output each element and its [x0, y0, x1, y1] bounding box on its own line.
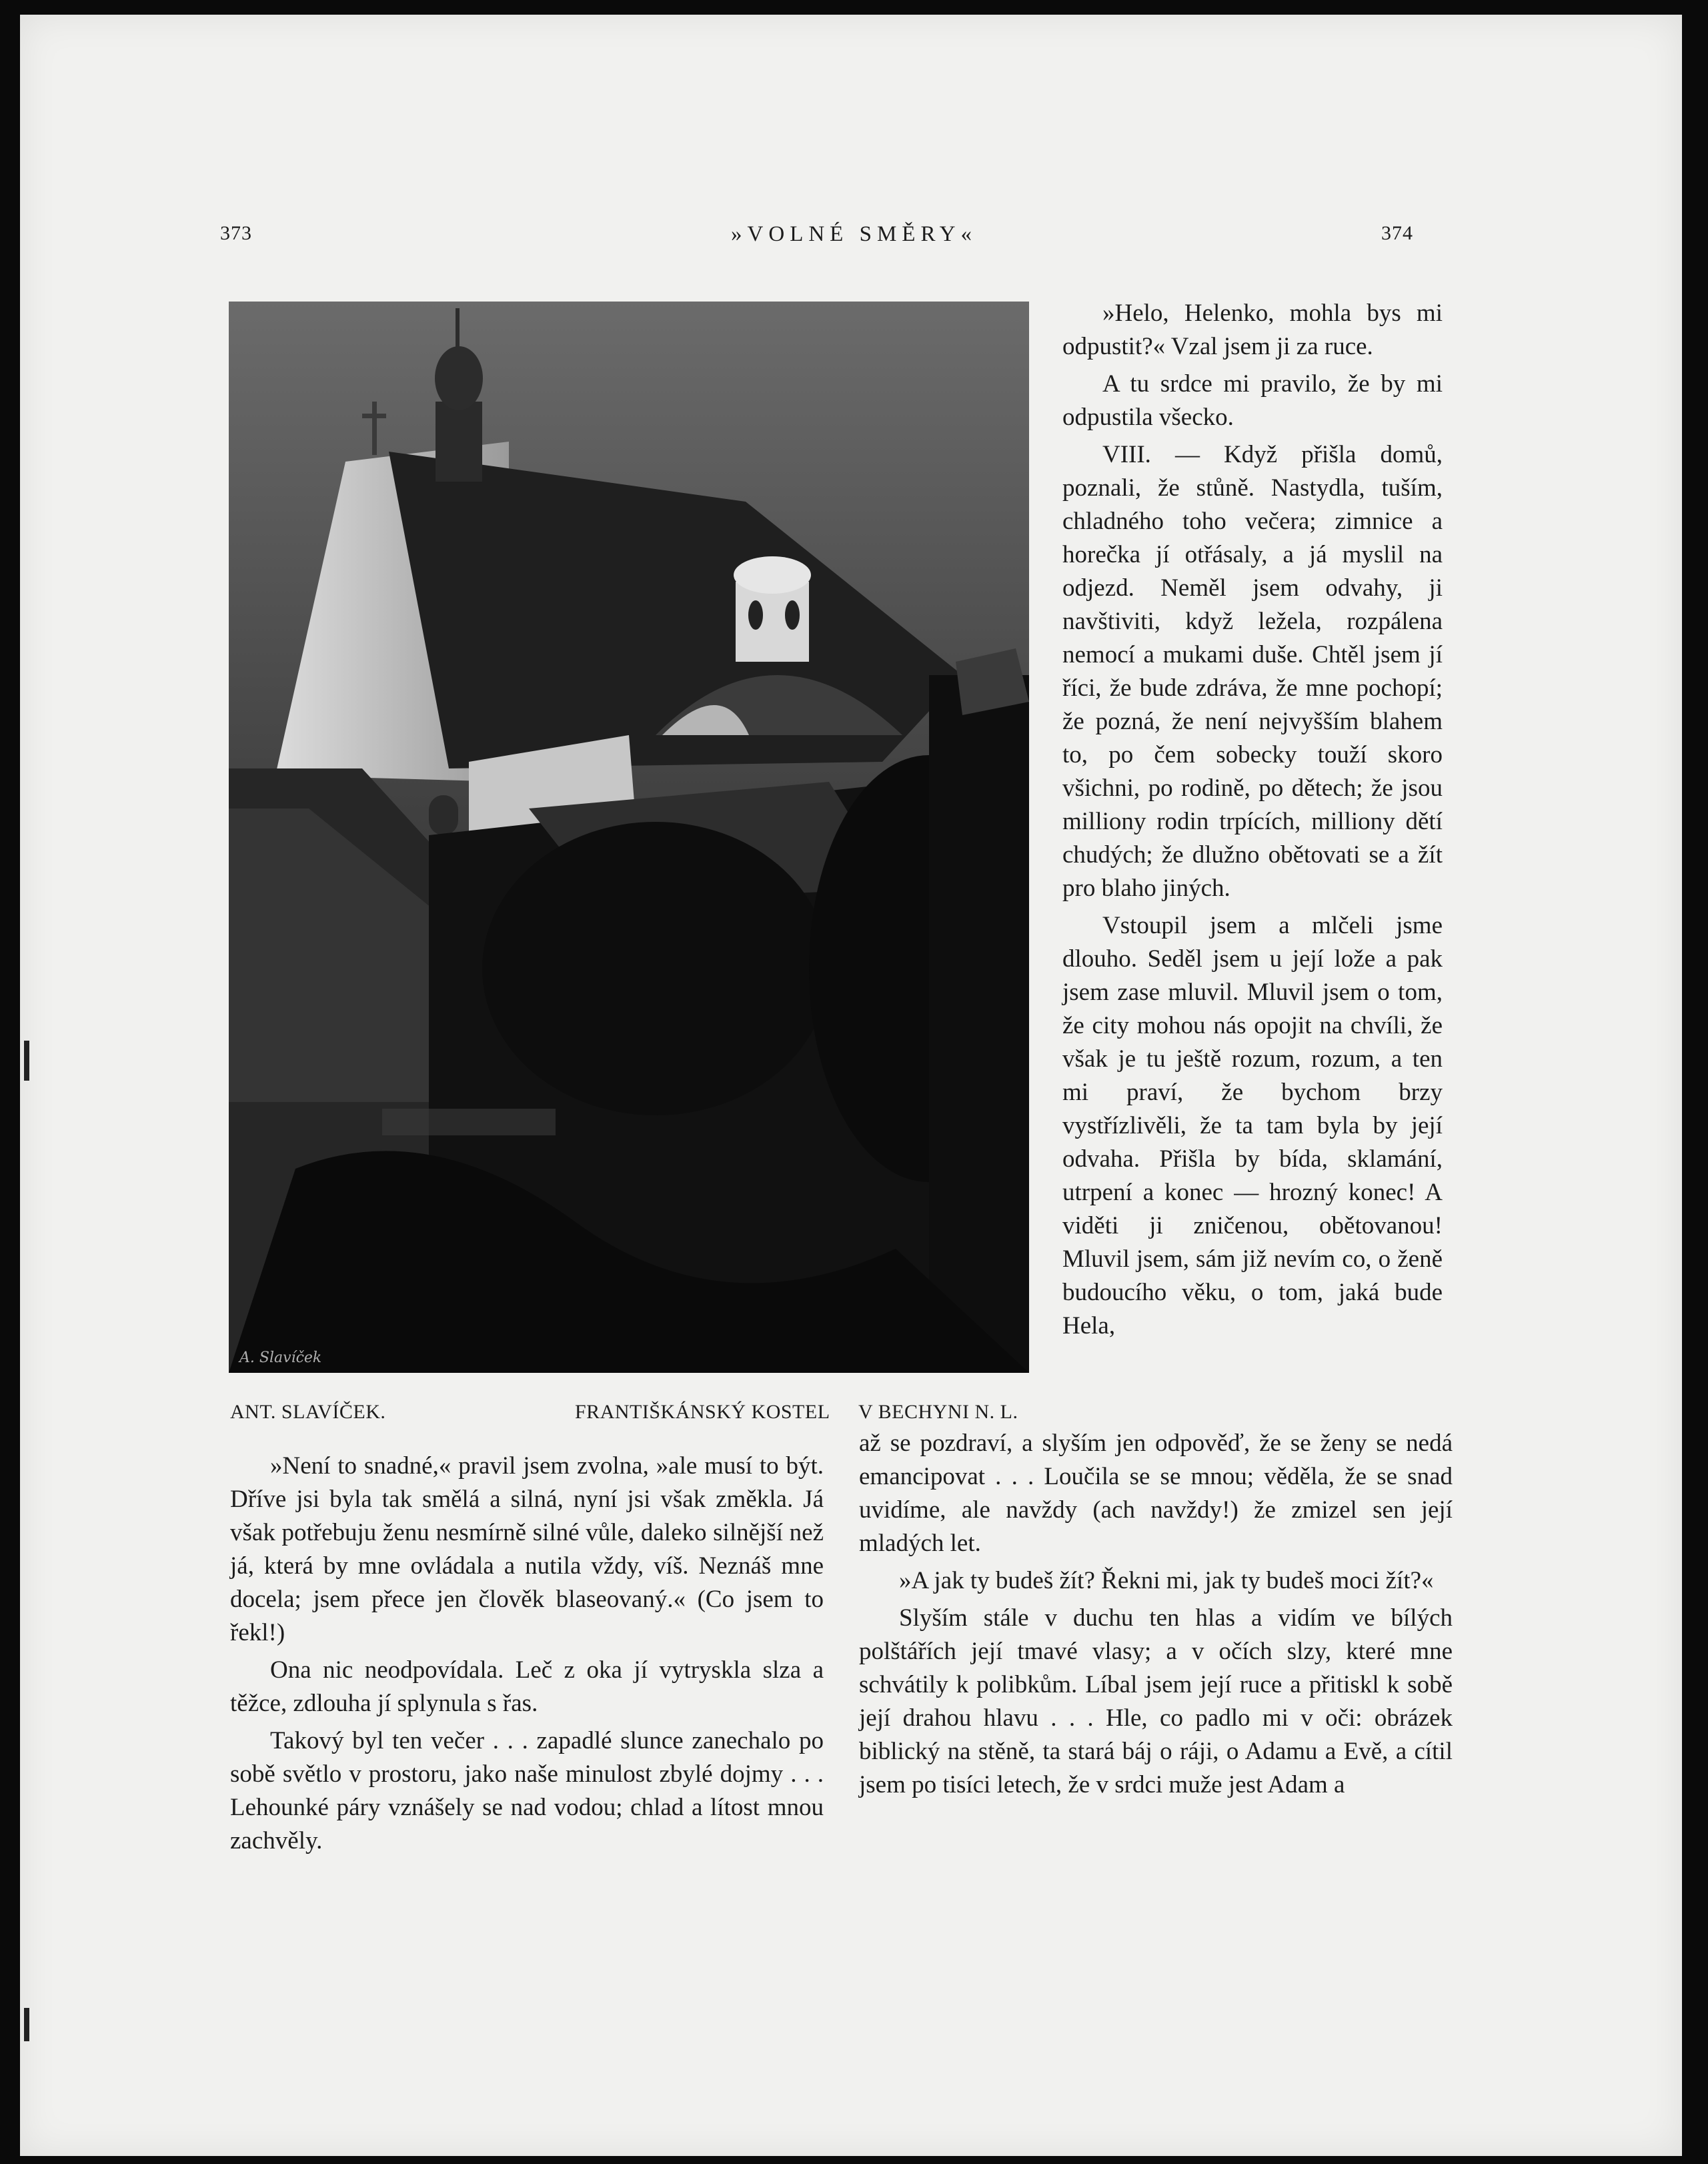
painter-signature: A. Slavíček	[239, 1349, 322, 1366]
text-column-left-bottom	[230, 1450, 824, 1858]
paragraph: Ona nic neodpovídala. Leč z oka jí vytryskla slza a těžce, zdlouha jí splynula s řas.	[230, 1656, 824, 1717]
caption-artist: ANT. SLAVÍČEK.	[230, 1401, 386, 1423]
page-number-left: 373	[220, 222, 252, 244]
painting-church-icon	[229, 302, 1029, 1373]
painting-reproduction	[229, 302, 1029, 1373]
caption-title: FRANTIŠKÁNSKÝ KOSTEL	[575, 1401, 830, 1423]
paragraph: až se pozdraví, a slyším jen odpověď, že se ženy se nedá emancipovat . . . Loučila se se mnou; věděla, že se snad uvidíme, ale navždy (ach navždy!) že zmizel sen její mladých let.	[859, 1430, 1453, 1557]
binding-mark	[24, 2008, 29, 2041]
paragraph: »A jak ty budeš žít? Řekni mi, jak ty budeš moci žít?«	[899, 1567, 1434, 1594]
paragraph: »Není to snadné,« pravil jsem zvolna, »ale musí to být. Dříve jsi byla tak smělá a silná, nyní jsi však změkla. Já však potřebuju ženu nesmírně silné vůle, daleko silnější než já, která by mne ovládala a nutila vždy, víš. Neznáš mne docela; jsem přece jen člověk blaseovaný.« (Co jsem to řekl!)	[230, 1452, 824, 1646]
paragraph: Vstoupil jsem a mlčeli jsme dlouho. Seděl jsem u její lože a pak jsem zase mluvil. Mluvil jsem o tom, že city mohou nás opojit na chvíli, že však je tu ještě rozum, rozum, a ten mi praví, že bychom brzy vystřízlivěli, že ta tam byla by její odvaha. Přišla by bída, sklamání, utrpení a konec — hrozný konec! A viděti ji zničenou, obětovanou! Mluvil jsem, sám již nevím co, o ženě budoucího věku, o tom, jaká bude Hela,	[1062, 912, 1443, 1339]
paragraph: Slyším stále v duchu ten hlas a vidím ve bílých polštářích její tmavé vlasy; a v očích slzy, které mne schvátily k polibkům. Líbal jsem její ruce a přitiskl k sobě její drahou hlavu . . . Hle, co padlo mi v oči: obrázek biblický na stěně, ta stará báj o ráji, o Adamu a Evě, a cítil jsem po tisíci letech, že v srdci muže jest Adam a	[859, 1604, 1453, 1798]
caption-place: V BECHYNI N. L.	[858, 1401, 1018, 1423]
paragraph: »Helo, Helenko, mohla bys mi odpustit?« Vzal jsem ji za ruce.	[1062, 300, 1443, 360]
page-number-right: 374	[1381, 222, 1413, 244]
text-column-right-bottom	[859, 1427, 1453, 1802]
text-column-right-top	[1062, 297, 1443, 1343]
paragraph: VIII. — Když přišla domů, poznali, že stůně. Nastydla, tuším, chladného toho večera; zimnice a horečka jí otřásaly, a já myslil na odjezd. Neměl jsem odvahy, ji navštiviti, když ležela, rozpálena nemocí a mukami duše. Chtěl jsem jí říci, že bude zdráva, že mne pochopí; že pozná, že není nejvyšším blahem to, po čem sobecky touží skoro všichni, po rodině, po dětech; že jsou milliony rodin trpících, milliony dětí chudých; že dlužno obětovati se a žít pro blaho jiných.	[1062, 441, 1443, 902]
paragraph: A tu srdce mi pravilo, že by mi odpustila všecko.	[1062, 370, 1443, 431]
running-title: »VOLNÉ SMĚRY«	[731, 222, 977, 246]
binding-mark	[24, 1041, 29, 1081]
paragraph: Takový byl ten večer . . . zapadlé slunce zanechalo po sobě světlo v prostoru, jako naše minulost zbylé dojmy . . . Lehounké páry vznášely se nad vodou; chlad a lítost mnou zachvěly.	[230, 1727, 824, 1854]
